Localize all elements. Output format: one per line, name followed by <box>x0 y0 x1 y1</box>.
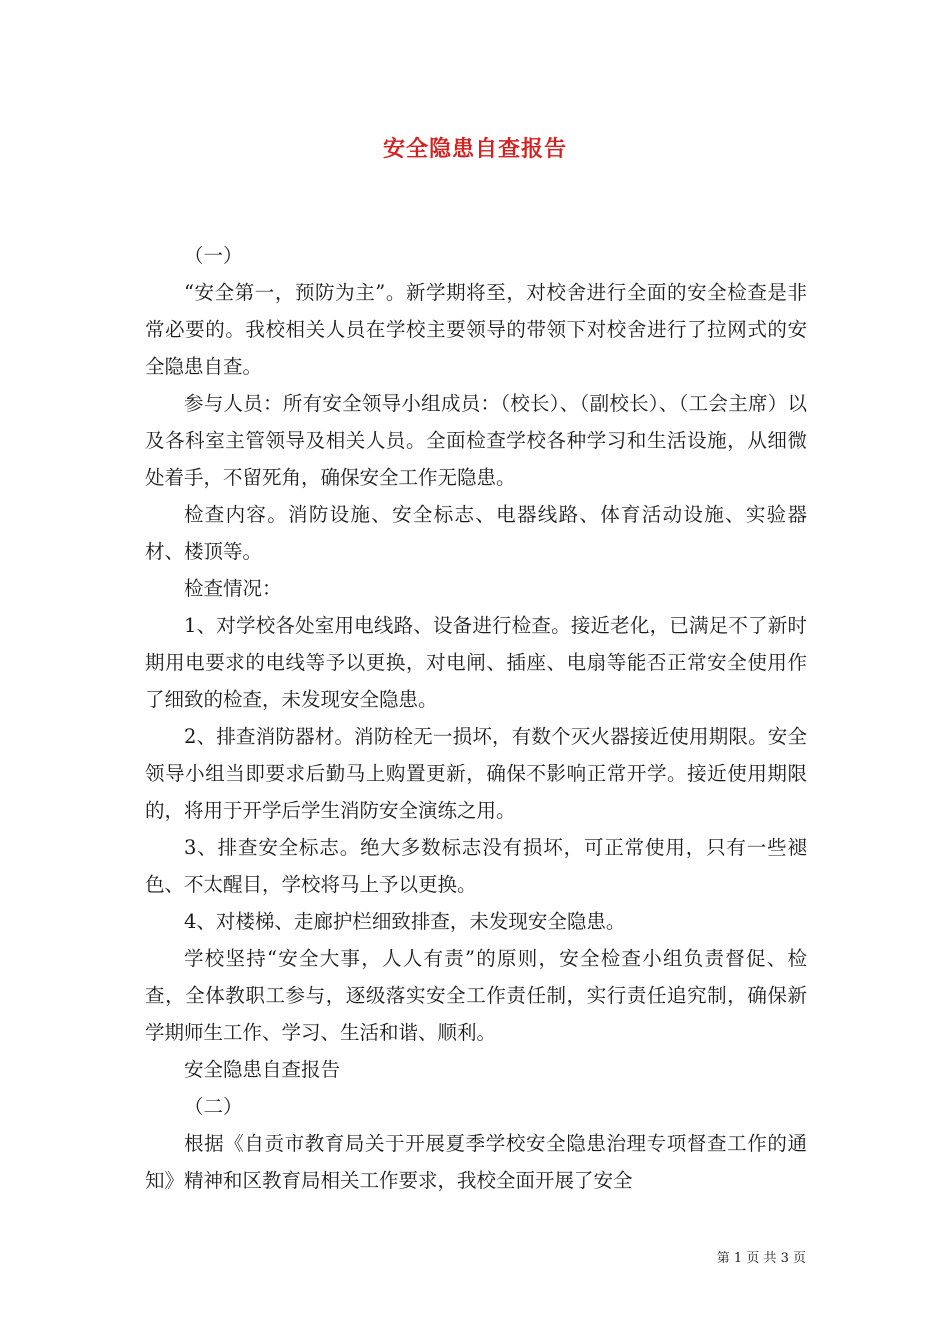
paragraph: 参与人员：所有安全领导小组成员：（校长）、（副校长）、（工会主席）以及各科室主管领导及相关人员。全面检查学校各种学习和生活设施，从细微处着手，不留死角，确保安全工作无隐患。 <box>145 392 807 489</box>
paragraph: 学校坚持“安全大事，人人有责”的原则，安全检查小组负责督促、检查，全体教职工参与，逐级落实安全工作责任制，实行责任追究制，确保新学期师生工作、学习、生活和谐、顺利。 <box>145 947 807 1044</box>
paragraph: “安全第一，预防为主”。新学期将至，对校舍进行全面的安全检查是非常必要的。我校相关人员在学校主要领导的带领下对校舍进行了拉网式的安全隐患自查。 <box>145 281 807 378</box>
paragraph: 2、排查消防器材。消防栓无一损坏，有数个灭火器接近使用期限。安全领导小组当即要求后勤马上购置更新，确保不影响正常开学。接近使用期限的，将用于开学后学生消防安全演练之用。 <box>145 725 807 822</box>
paragraph: 安全隐患自查报告 <box>184 1058 341 1081</box>
paragraph: 1、对学校各处室用电线路、设备进行检查。接近老化，已满足不了新时期用电要求的电线等予以更换，对电闸、插座、电扇等能否正常安全使用作了细致的检查，未发现安全隐患。 <box>145 614 807 711</box>
paragraph: 3、排查安全标志。绝大多数标志没有损坏，可正常使用，只有一些褪色、不太醒目，学校将马上予以更换。 <box>145 836 807 896</box>
document-title: 安全隐患自查报告 <box>382 136 567 162</box>
paragraph: （一） <box>184 244 243 267</box>
document-body <box>145 237 807 1199</box>
paragraph: 根据《自贡市教育局关于开展夏季学校安全隐患治理专项督查工作的通知》精神和区教育局相关工作要求，我校全面开展了安全 <box>145 1132 807 1192</box>
paragraph: （二） <box>184 1095 243 1118</box>
paragraph: 检查情况： <box>184 577 282 600</box>
paragraph: 4、对楼梯、走廊护栏细致排查，未发现安全隐患。 <box>184 910 626 933</box>
page-number: 第 1 页 共 3 页 <box>716 1251 806 1266</box>
paragraph: 检查内容。消防设施、安全标志、电器线路、体育活动设施、实验器材、楼顶等。 <box>145 503 807 563</box>
